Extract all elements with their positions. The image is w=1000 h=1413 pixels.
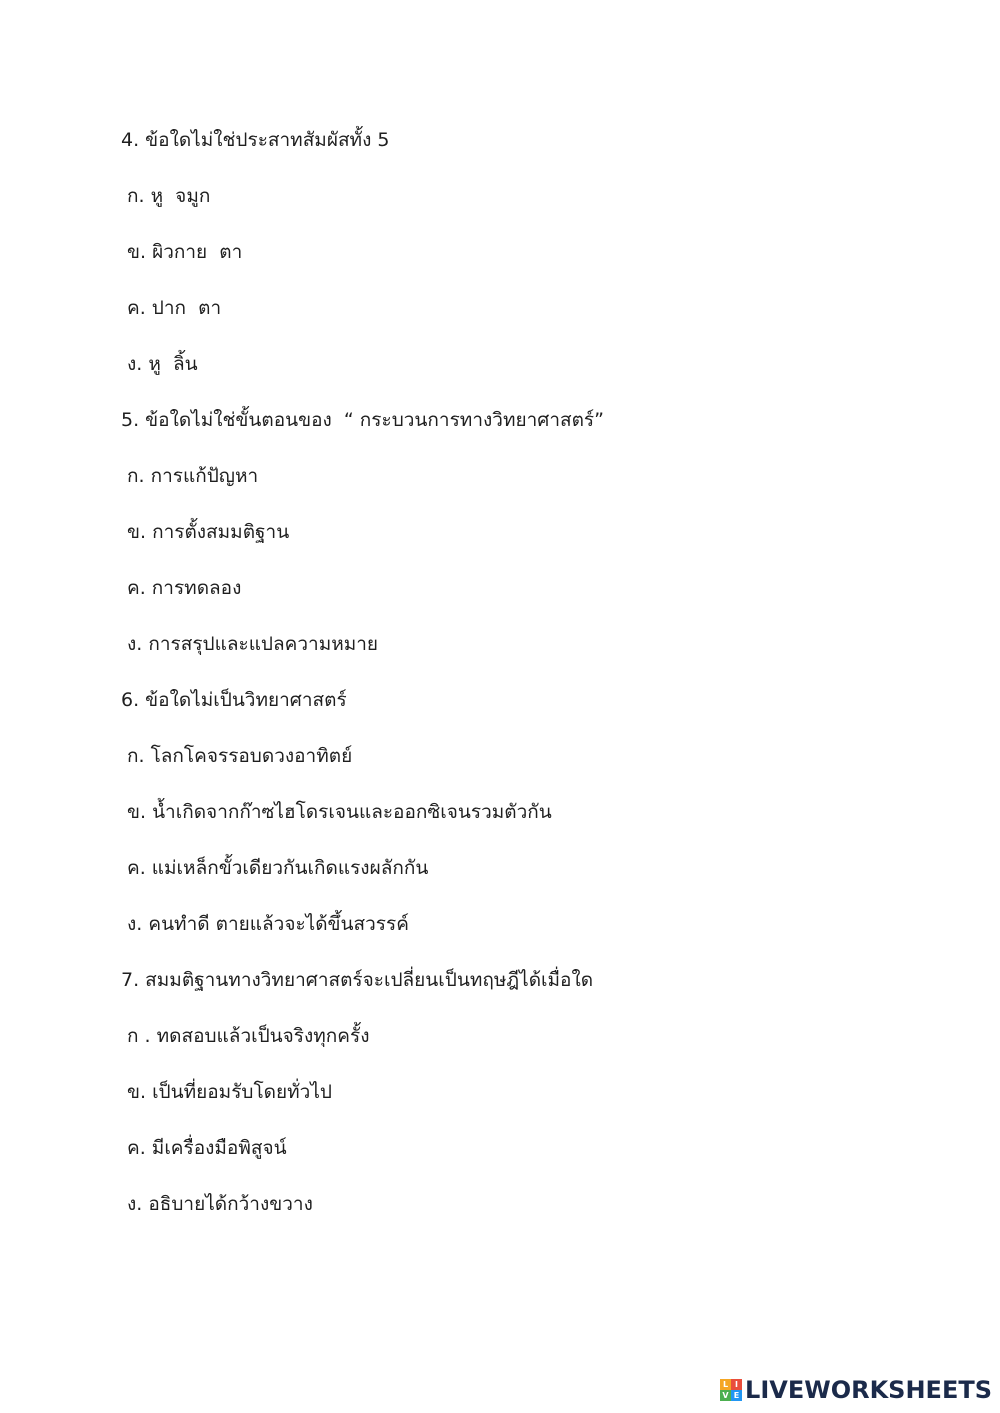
logo-mark-icon xyxy=(720,1379,742,1401)
question-5-option-d[interactable]: ง. การสรุปและแปลความหมาย xyxy=(127,633,379,655)
question-4-option-c[interactable]: ค. ปาก ตา xyxy=(127,297,222,319)
liveworksheets-logo xyxy=(720,1373,992,1407)
question-5-text: 5. ข้อใดไม่ใช่ขั้นตอนของ “ กระบวนการทางวิทยาศาสตร์” xyxy=(121,409,604,431)
question-7-option-c[interactable]: ค. มีเครื่องมือพิสูจน์ xyxy=(127,1137,287,1159)
question-7-option-b[interactable]: ข. เป็นที่ยอมรับโดยทั่วไป xyxy=(127,1081,332,1103)
logo-mark-letter: E xyxy=(731,1390,742,1401)
question-6-option-a[interactable]: ก. โลกโคจรรอบดวงอาทิตย์ xyxy=(127,745,353,767)
question-4-option-a[interactable]: ก. หู จมูก xyxy=(127,185,211,207)
question-7-option-a[interactable]: ก . ทดสอบแล้วเป็นจริงทุกครั้ง xyxy=(127,1025,370,1047)
question-6-text: 6. ข้อใดไม่เป็นวิทยาศาสตร์ xyxy=(121,689,347,711)
question-4-text: 4. ข้อใดไม่ใช่ประสาทสัมผัสทั้ง 5 xyxy=(121,129,390,151)
question-6-option-d[interactable]: ง. คนทำดี ตายแล้วจะได้ขึ้นสวรรค์ xyxy=(127,913,409,935)
question-5-option-a[interactable]: ก. การแก้ปัญหา xyxy=(127,465,259,487)
logo-mark-letter: I xyxy=(731,1379,742,1390)
question-4-option-b[interactable]: ข. ผิวกาย ตา xyxy=(127,241,243,263)
question-5-option-b[interactable]: ข. การตั้งสมมติฐาน xyxy=(127,521,290,543)
question-5-option-c[interactable]: ค. การทดลอง xyxy=(127,577,242,599)
logo-mark-letter: V xyxy=(720,1390,731,1401)
question-4-option-d[interactable]: ง. หู ลิ้น xyxy=(127,353,198,375)
logo-mark-letter: L xyxy=(720,1379,731,1390)
question-7-text: 7. สมมติฐานทางวิทยาศาสตร์จะเปลี่ยนเป็นทฤษฎีได้เมื่อใด xyxy=(121,969,594,991)
logo-text: LIVEWORKSHEETS xyxy=(745,1376,992,1404)
question-6-option-b[interactable]: ข. น้ำเกิดจากก๊าซไฮโดรเจนและออกซิเจนรวมตัวกัน xyxy=(127,801,552,823)
question-7-option-d[interactable]: ง. อธิบายได้กว้างขวาง xyxy=(127,1193,313,1215)
question-6-option-c[interactable]: ค. แม่เหล็กขั้วเดียวกันเกิดแรงผลักกัน xyxy=(127,857,429,879)
